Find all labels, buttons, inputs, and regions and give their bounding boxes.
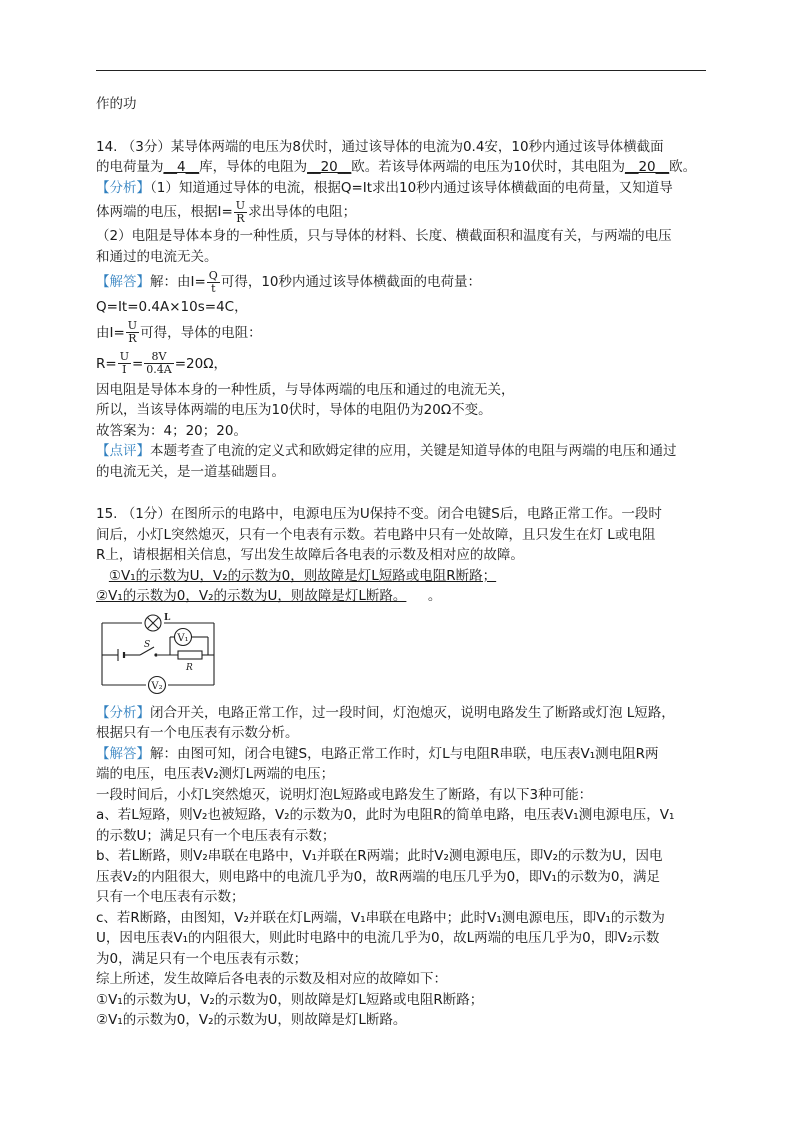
- formula-u-over-r: [234, 200, 247, 225]
- q15-solution-line-14: ②V₁的示数为0，V₂的示数为U，则故障是灯L断路。: [96, 1012, 407, 1028]
- voltmeter-v2-label: V₂: [151, 680, 163, 692]
- q14-comment-tag: 【点评】: [96, 443, 150, 459]
- q15-solution-line-2: 端的电压，电压表V₂测灯L两端的电压；: [96, 766, 335, 782]
- q15-answer-blank-1: [96, 566, 710, 587]
- q14-solution-text-4b: =: [131, 355, 144, 372]
- q15-solution-line-12: 综上所述，发生故障后各电表的示数及相对应的故障如下：: [96, 971, 447, 987]
- q14-stem-text-2a: 的电荷量为: [96, 159, 164, 175]
- resistor-icon: [178, 651, 202, 659]
- q14-solution-text-1b: 可得，10秒内通过该导体横截面的电荷量：: [220, 274, 482, 290]
- q15-analysis-text-1: 闭合开关，电路正常工作，过一段时间，灯泡熄灭，说明电路发生了断路或灯泡 L短路，: [150, 704, 675, 721]
- q15-stem-line-1: [96, 504, 710, 525]
- switch-label: S: [144, 639, 151, 650]
- q14-solution-line-4: [96, 348, 710, 380]
- formula-q-over-t: [207, 270, 220, 295]
- header-fragment: 作的功: [96, 96, 137, 112]
- q15-solution-line-3: 一段时间后，小灯L突然熄灭，说明灯泡L短路或电路发生了断路，有以下3种可能：: [96, 786, 593, 803]
- q15-solution-tag: 【解答】: [96, 745, 150, 762]
- q14-solution-text-3a: 由I=: [96, 324, 125, 341]
- q14-analysis-text-2b: 求出导体的电阻；: [248, 204, 357, 220]
- q14-stem-text-1: 某导体两端的电压为8伏时，通过该导体的电流为0.4安，10秒内通过该导体横截面: [170, 138, 664, 155]
- q14-solution-line-6: 所以，当该导体两端的电压为10伏时，导体的电阻仍为20Ω不变。: [96, 402, 492, 418]
- q14-stem-text-2c: 欧。若该导体两端的电压为10伏时，其电阻为: [351, 159, 625, 175]
- q15-stem-line-3: R上，请根据相关信息，写出发生故障后各电表的示数及相对应的故障。: [96, 547, 524, 563]
- q14-solution-line-1: [96, 267, 710, 297]
- resistor-label: R: [186, 662, 193, 673]
- q14-stem-line-2: [96, 157, 710, 178]
- q15-solution-line-9: c、若R断路，由图知，V₂并联在灯L两端，V₁串联在电路中；此时V₁测电源电压，即V₁的示数为: [96, 909, 665, 926]
- q14-solution-text-3b: 可得，导体的电阻：: [140, 324, 262, 341]
- q14-analysis-text-2a: 体两端的电压，根据I=: [96, 204, 233, 220]
- q14-blank-3: __20__: [624, 159, 670, 175]
- q14-comment-line-2: 的电流无关，是一道基础题目。: [96, 463, 285, 480]
- q14-analysis-line-2: [96, 198, 710, 226]
- q15-analysis-line-2: 根据只有一个电压表有示数分析。: [96, 725, 299, 741]
- q15-answer-blank-2: [96, 586, 710, 607]
- q14-solution-text-4c: =20Ω，: [174, 355, 228, 372]
- q14-stem-text-2d: 欧。: [669, 159, 697, 175]
- frac-denominator: 0.4A: [146, 363, 172, 376]
- q15-blank-end: 。: [427, 588, 442, 604]
- q15-score: （1分）: [121, 506, 171, 522]
- document-body: [96, 94, 710, 1031]
- question-15: [96, 504, 710, 1031]
- q14-blank-1: __4__: [163, 159, 200, 175]
- q15-stem-line-2: 间后，小灯L突然熄灭，只有一个电表有示数。若电路中只有一处故障，且只发生在灯 L或电阻: [96, 526, 656, 543]
- q15-blank-2-text: ②V₁的示数为0，V₂的示数为U，则故障是灯L断路。: [96, 588, 407, 604]
- q15-solution-line-6: b、若L断路，则V₂串联在电路中，V₁并联在R两端；此时V₂测电源电压，即V₂的示数为U，因电: [96, 848, 663, 864]
- voltmeter-v2-icon: [149, 676, 166, 693]
- lamp-label: L: [164, 612, 171, 623]
- q14-comment-line-1: [96, 441, 710, 462]
- q14-blank-2: __20__: [307, 159, 352, 175]
- frac-denominator: R: [236, 211, 245, 225]
- circuit-diagram: [98, 613, 220, 695]
- frac-numerator: U: [127, 319, 138, 332]
- q15-solution-line-1: [96, 744, 710, 765]
- frac-numerator: Q: [208, 268, 218, 282]
- frac-numerator: U: [119, 350, 129, 363]
- frac-denominator: I: [122, 363, 127, 376]
- voltmeter-v1-label: V₁: [177, 632, 189, 644]
- frac-numerator: 8V: [144, 351, 173, 364]
- q14-analysis-text-1: （1）知道通过导体的电流，根据Q=It求出10秒内通过该导体横截面的电荷量，又知道导: [150, 179, 673, 196]
- formula-u-over-i: [118, 351, 131, 376]
- switch-icon: [154, 653, 157, 656]
- q14-solution-line-3: [96, 318, 710, 348]
- frac-denominator: R: [128, 332, 137, 345]
- q14-answer: 故答案为：4；20；20。: [96, 422, 247, 439]
- q15-blank-1-text: ①V₁的示数为U，V₂的示数为0，则故障是灯L短路或电阻R断路；: [108, 567, 497, 584]
- formula-u-over-r-2: [126, 320, 139, 345]
- q14-solution-line-2: Q=It=0.4A×10s=4C，: [96, 299, 248, 315]
- header-rule: [96, 70, 706, 71]
- q14-analysis-tag: 【分析】: [96, 179, 150, 196]
- formula-8v-over-04a: [144, 351, 173, 376]
- question-14: [96, 137, 710, 483]
- q14-stem-text-2b: 库，导体的电阻为: [199, 159, 308, 175]
- q14-analysis-line-3: （2）电阻是导体本身的一种性质，只与导体的材料、长度、横截面积和温度有关，与两端的电压: [96, 228, 672, 244]
- q15-solution-text-1: 解：由图可知，闭合电键S，电路正常工作时，灯L与电阻R串联，电压表V₁测电阻R两: [150, 745, 659, 762]
- q14-stem-line-1: [96, 137, 710, 158]
- q14-analysis-line-4: 和通过的电流无关。: [96, 248, 218, 265]
- voltmeter-v1-icon: [175, 628, 192, 645]
- q14-solution-text-1a: 解：由I=: [150, 274, 206, 290]
- battery-icon: [118, 649, 124, 661]
- q14-comment-text-1: 本题考查了电流的定义式和欧姆定律的应用，关键是知道导体的电阻与两端的电压和通过: [150, 443, 677, 459]
- frac-denominator: t: [211, 281, 216, 295]
- q15-analysis-line-1: [96, 703, 710, 724]
- q14-solution-line-5: 因电阻是导体本身的一种性质，与导体两端的电压和通过的电流无关，: [96, 381, 515, 398]
- q15-number: 15.: [96, 506, 118, 522]
- frac-numerator: U: [235, 198, 246, 212]
- q15-solution-line-4: a、若L短路，则V₂也被短路，V₂的示数为0，此时为电阻R的简单电路，电压表V₁测电源电压，V₁: [96, 807, 675, 823]
- q14-analysis-line-1: [96, 178, 710, 199]
- q15-solution-line-13: ①V₁的示数为U，V₂的示数为0，则故障是灯L短路或电阻R断路；: [96, 991, 484, 1008]
- q15-analysis-tag: 【分析】: [96, 704, 150, 721]
- q15-stem-text-1: 在图所示的电路中，电源电压为U保持不变。闭合电键S后，电路正常工作。一段时: [170, 506, 662, 522]
- q14-solution-text-4a: R=: [96, 355, 117, 372]
- q14-score: （3分）: [121, 138, 171, 155]
- q15-solution-line-7: 压表V₂的内阻很大，则电路中的电流几乎为0，故R两端的电压几乎为0，即V₁的示数为0，满足: [96, 868, 660, 885]
- q14-solution-tag: 【解答】: [96, 274, 150, 290]
- q14-number: 14.: [96, 138, 118, 155]
- q15-solution-line-11: 为0，满足只有一个电压表有示数；: [96, 950, 308, 967]
- lamp-icon: [145, 615, 161, 631]
- q15-solution-line-10: U，因电压表V₁的内阻很大，则此时电路中的电流几乎为0，故L两端的电压几乎为0，即V₂示数: [96, 930, 660, 946]
- q15-solution-line-5: 的示数U；满足只有一个电压表有示数；: [96, 827, 336, 844]
- q15-solution-line-8: 只有一个电压表有示数；: [96, 889, 245, 905]
